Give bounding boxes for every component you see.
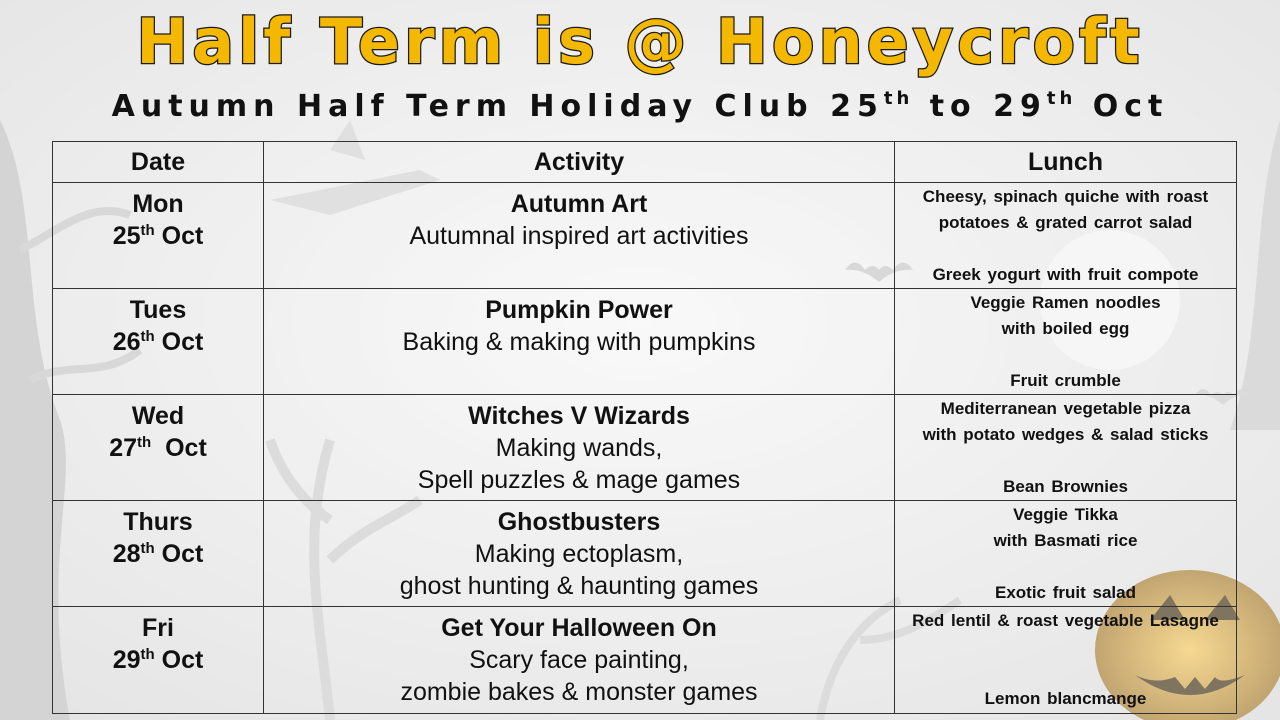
- activity-title: Ghostbusters: [497, 508, 661, 536]
- lunch-dessert: Fruit crumble: [1010, 371, 1121, 390]
- lunch-cell: [895, 183, 1237, 289]
- day-name: Tues: [129, 296, 187, 324]
- lunch-main-line: Mediterranean vegetable pizza: [940, 399, 1191, 418]
- lunch-main-line: Veggie Tikka: [1013, 505, 1118, 524]
- table-header-row: [53, 142, 1237, 183]
- date-month: Oct: [151, 434, 207, 462]
- lunch-cell: [895, 395, 1237, 501]
- header-lunch: Lunch: [895, 142, 1237, 183]
- lunch-menu: [895, 502, 1236, 606]
- day-name: Thurs: [123, 508, 193, 536]
- date-value: [53, 644, 263, 676]
- table-row: [53, 607, 1237, 714]
- activity-line: Baking & making with pumpkins: [402, 328, 756, 356]
- subtitle-text-end: Oct: [1076, 89, 1169, 124]
- date-month: Oct: [154, 222, 204, 250]
- date-ordinal: th: [137, 434, 152, 451]
- date-ordinal: th: [140, 328, 155, 345]
- lunch-dessert: Exotic fruit salad: [995, 583, 1136, 602]
- day-name: Mon: [132, 190, 184, 218]
- lunch-main-line: Cheesy, spinach quiche with roast: [922, 187, 1209, 206]
- lunch-cell: [895, 289, 1237, 395]
- subtitle-text-start: Autumn Half Term Holiday Club 25: [111, 89, 884, 124]
- date-cell: [53, 183, 264, 289]
- schedule-table: [52, 141, 1237, 714]
- date-number: 29: [112, 646, 141, 674]
- activity-cell: [264, 183, 895, 289]
- lunch-menu: [895, 396, 1236, 500]
- lunch-main-line: with potato wedges & salad sticks: [922, 425, 1209, 444]
- lunch-dessert: Bean Brownies: [1003, 477, 1128, 496]
- date-ordinal: th: [140, 540, 155, 557]
- page-title: Half Term is @ Honeycroft: [136, 5, 1144, 78]
- lunch-cell: [895, 607, 1237, 714]
- activity-title: Autumn Art: [510, 190, 648, 218]
- activity-line: Spell puzzles & mage games: [417, 466, 741, 494]
- activity-cell: [264, 501, 895, 607]
- activity-line: zombie bakes & monster games: [400, 678, 758, 706]
- header-activity: Activity: [264, 142, 895, 183]
- subtitle-text-mid: to 29: [913, 89, 1047, 124]
- header-date: Date: [53, 142, 264, 183]
- date-month: Oct: [154, 646, 204, 674]
- lunch-menu: [895, 608, 1236, 712]
- table-row: [53, 395, 1237, 501]
- date-number: 27: [109, 434, 138, 462]
- lunch-main-line: potatoes & grated carrot salad: [938, 213, 1193, 232]
- lunch-main-line: Veggie Ramen noodles: [970, 293, 1161, 312]
- table-row: [53, 501, 1237, 607]
- date-ordinal: th: [140, 646, 155, 663]
- activity-title: Witches V Wizards: [468, 402, 690, 430]
- activity-cell: [264, 395, 895, 501]
- day-name: Fri: [142, 614, 174, 642]
- date-cell: [53, 607, 264, 714]
- lunch-dessert: Lemon blancmange: [984, 689, 1147, 708]
- date-month: Oct: [154, 540, 204, 568]
- lunch-menu: [895, 290, 1236, 394]
- subtitle-ordinal-1: th: [883, 88, 914, 109]
- date-number: 26: [112, 328, 141, 356]
- activity-cell: [264, 607, 895, 714]
- date-value: [53, 220, 263, 252]
- table-row: [53, 289, 1237, 395]
- activity-cell: [264, 289, 895, 395]
- lunch-menu: [895, 184, 1236, 288]
- date-cell: [53, 395, 264, 501]
- date-value: [53, 538, 263, 570]
- lunch-dessert: Greek yogurt with fruit compote: [932, 265, 1199, 284]
- activity-line: Autumnal inspired art activities: [409, 222, 749, 250]
- activity-line: ghost hunting & haunting games: [399, 572, 759, 600]
- page-subtitle: [0, 84, 1280, 130]
- date-value: [53, 326, 263, 358]
- lunch-main-line: with Basmati rice: [993, 531, 1138, 550]
- date-cell: [53, 501, 264, 607]
- activity-line: Making wands,: [495, 434, 663, 462]
- lunch-cell: [895, 501, 1237, 607]
- date-ordinal: th: [140, 222, 155, 239]
- date-number: 28: [112, 540, 141, 568]
- date-month: Oct: [154, 328, 204, 356]
- activity-line: Making ectoplasm,: [474, 540, 684, 568]
- date-cell: [53, 289, 264, 395]
- activity-line: Scary face painting,: [469, 646, 689, 674]
- day-name: Wed: [131, 402, 185, 430]
- lunch-main-line: with boiled egg: [1001, 319, 1130, 338]
- date-number: 25: [112, 222, 141, 250]
- lunch-main-line: Red lentil & roast vegetable Lasagne: [912, 611, 1219, 630]
- subtitle-ordinal-2: th: [1046, 88, 1077, 109]
- activity-title: Get Your Halloween On: [441, 614, 717, 642]
- date-value: [53, 432, 263, 464]
- activity-title: Pumpkin Power: [485, 296, 673, 324]
- table-row: [53, 183, 1237, 289]
